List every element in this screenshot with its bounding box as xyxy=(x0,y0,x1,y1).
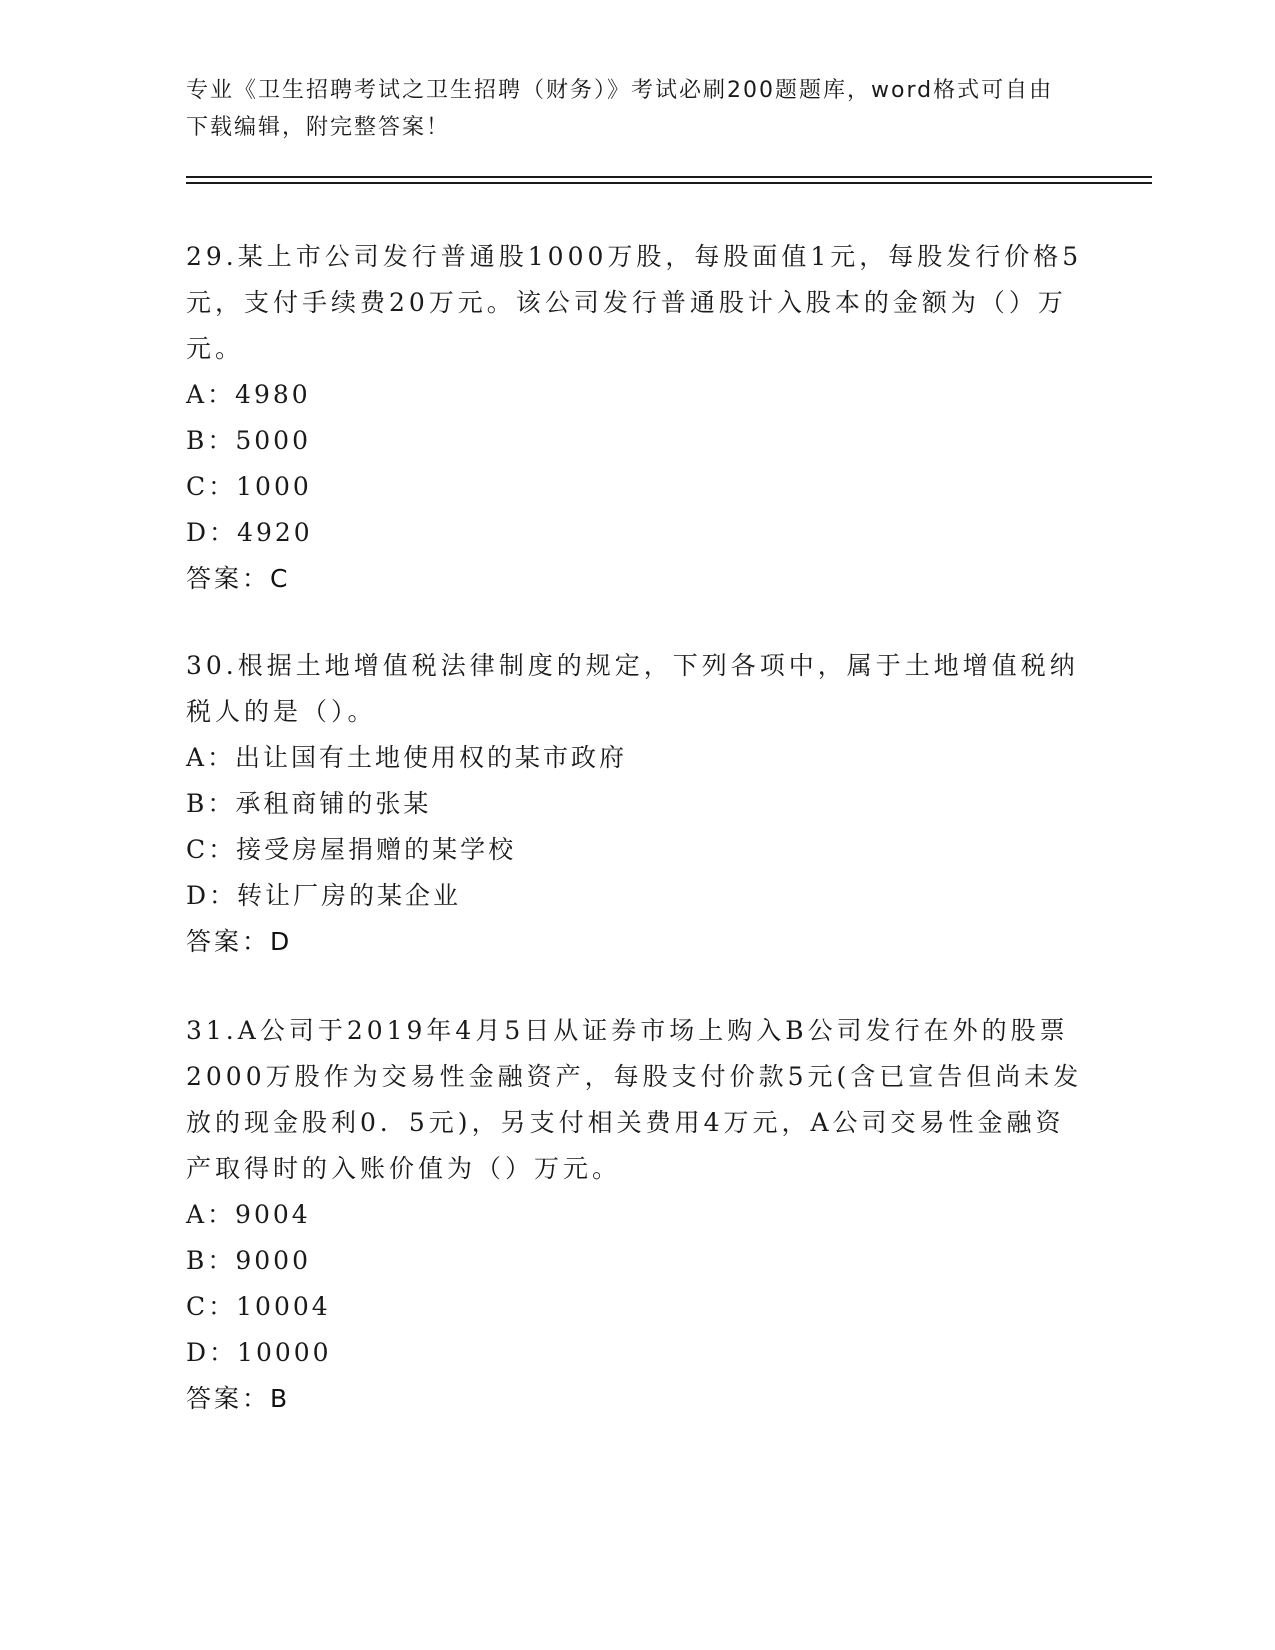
option-d: D：转让厂房的某企业 xyxy=(186,881,462,910)
option-c: C：10004 xyxy=(186,1292,331,1321)
option-d: D：4920 xyxy=(186,518,313,547)
option-a: A：出让国有土地使用权的某市政府 xyxy=(186,743,628,772)
option-c: C：接受房屋捐赠的某学校 xyxy=(186,835,517,864)
question-31 xyxy=(186,1008,1086,1422)
question-text: 29.某上市公司发行普通股1000万股，每股面值1元，每股发行价格5元，支付手续费20万元。该公司发行普通股计入股本的金额为（）万元。 xyxy=(186,242,1083,363)
question-29 xyxy=(186,234,1086,602)
option-b: B：9000 xyxy=(186,1246,311,1275)
question-30 xyxy=(186,643,1086,965)
option-b: B：5000 xyxy=(186,426,311,455)
question-text: 31.A公司于2019年4月5日从证券市场上购入B公司发行在外的股票2000万股作为交易性金融资产，每股支付价款5元(含已宣告但尚未发放的现金股利0．5元)，另支付相关费用4万元，A公司交易性金融资产取得时的入账价值为（）万元。 xyxy=(186,1016,1083,1183)
answer: 答案：D xyxy=(186,927,293,956)
option-d: D：10000 xyxy=(186,1338,332,1367)
option-c: C：1000 xyxy=(186,472,312,501)
question-text: 30.根据土地增值税法律制度的规定，下列各项中，属于土地增值税纳税人的是（）。 xyxy=(186,651,1079,726)
option-b: B：承租商铺的张某 xyxy=(186,789,432,818)
document-header: 专业《卫生招聘考试之卫生招聘（财务）》考试必刷200题题库，word格式可自由下载编辑，附完整答案！ xyxy=(186,78,1054,140)
answer: 答案：C xyxy=(186,564,291,593)
option-a: A：9004 xyxy=(186,1200,311,1229)
header-rule-top xyxy=(186,176,1152,178)
header-rule-bottom xyxy=(186,182,1152,184)
option-a: A：4980 xyxy=(186,380,311,409)
answer: 答案：B xyxy=(186,1384,291,1413)
